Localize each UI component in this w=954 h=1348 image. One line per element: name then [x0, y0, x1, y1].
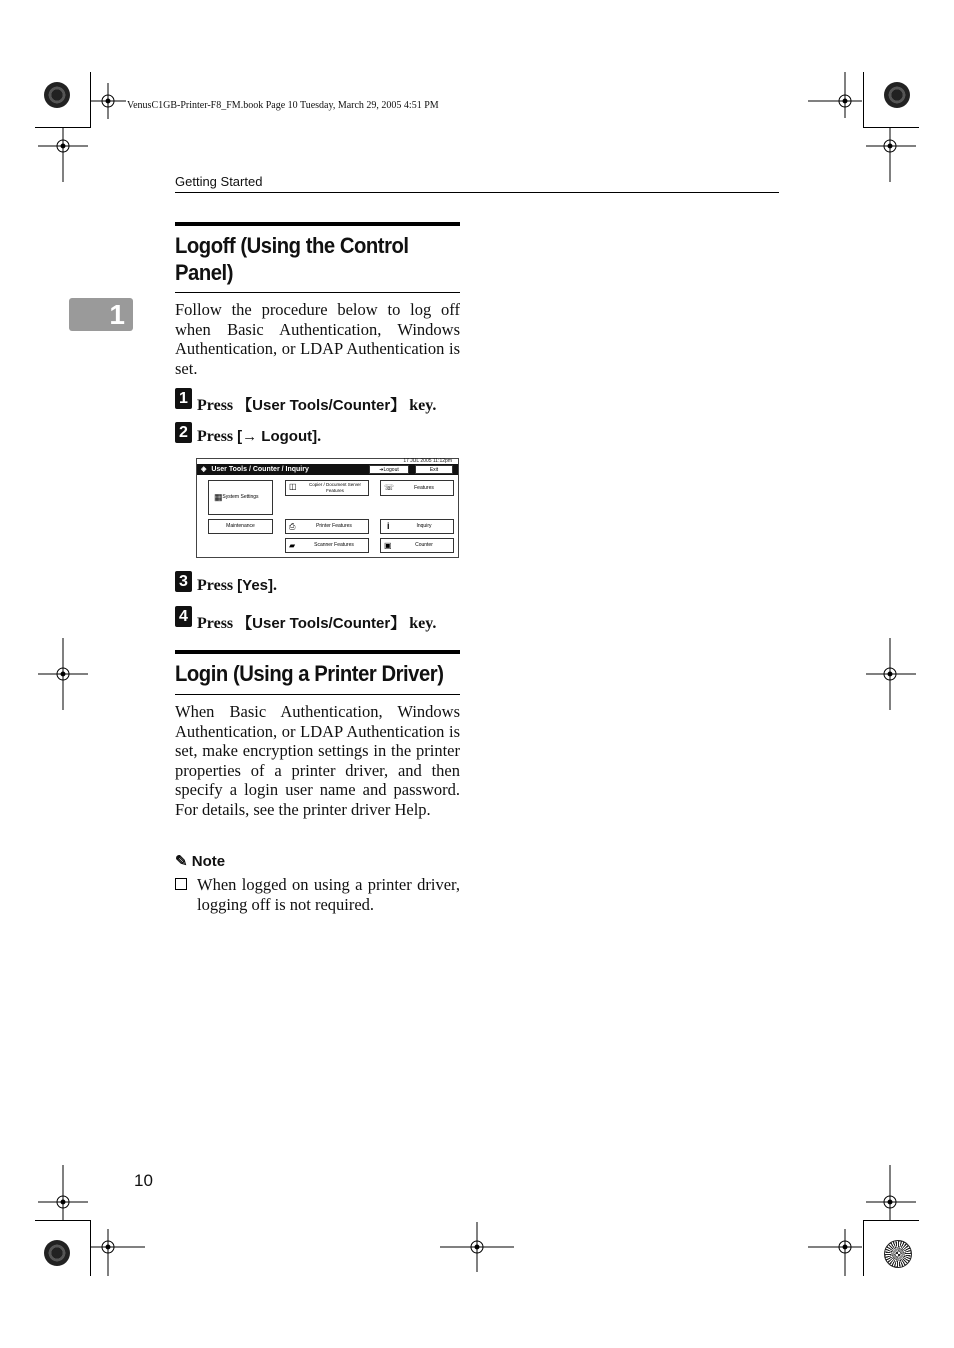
step-number: 1	[175, 388, 192, 409]
crosshair-icon	[90, 83, 126, 119]
chapter-tab: 1	[69, 298, 133, 331]
crosshair-icon	[38, 1165, 88, 1220]
system-settings-icon: ▦	[214, 492, 223, 502]
step-prefix: Press	[197, 397, 238, 414]
panel-copier-button[interactable]: ◫ Copier / Document Server Features	[285, 480, 369, 496]
panel-maintenance-button[interactable]: Maintenance	[208, 519, 273, 534]
running-head: Getting Started	[175, 174, 263, 189]
step-number: 4	[175, 606, 192, 627]
panel-date: 17 JUL 2005 11:12pm	[403, 458, 452, 464]
panel-counter-button[interactable]: ▣ Counter	[380, 538, 454, 553]
crosshair-icon	[440, 1222, 514, 1272]
section-rule-bottom	[175, 694, 460, 695]
panel-logout-button[interactable]: ➜Logout	[369, 465, 409, 474]
panel-inquiry-button[interactable]: i Inquiry	[380, 519, 454, 534]
step-2-text	[197, 428, 321, 446]
step-prefix: Press	[197, 577, 238, 594]
panel-exit-button[interactable]: Exit	[415, 465, 453, 474]
crosshair-icon	[808, 1229, 862, 1276]
note-heading	[175, 852, 225, 870]
step-3-text	[197, 577, 277, 595]
step-suffix: key.	[405, 397, 437, 414]
panel-fax-button[interactable]: ☏ Features	[380, 480, 454, 496]
section-rule-top	[175, 222, 460, 226]
user-tools-counter-key: 【User Tools/Counter】	[237, 615, 406, 632]
panel-logo-icon: ◈	[201, 466, 207, 473]
checkbox-bullet-icon	[175, 878, 187, 890]
crosshair-icon	[866, 638, 916, 710]
crosshair-icon	[808, 72, 862, 118]
step-suffix: key.	[405, 615, 437, 632]
logout-key: [→ Logout]	[237, 428, 318, 445]
print-file-info: VenusC1GB-Printer-F8_FM.book Page 10 Tuesday, March 29, 2005 4:51 PM	[127, 100, 439, 111]
step-suffix: .	[317, 428, 322, 445]
panel-scanner-button[interactable]: ▰ Scanner Features	[285, 538, 369, 553]
step-number: 3	[175, 571, 192, 592]
section-title-login: Login (Using a Printer Driver)	[175, 661, 444, 686]
crosshair-icon	[90, 1229, 145, 1276]
section-title-logoff: Logoff (Using the Control Panel)	[175, 233, 409, 285]
header-rule	[175, 192, 779, 193]
user-tools-counter-key: 【User Tools/Counter】	[237, 397, 406, 414]
scanner-icon: ▰	[289, 541, 296, 550]
printer-icon: ⎙	[289, 522, 296, 531]
step-suffix: .	[273, 577, 277, 594]
note-title: Note	[191, 853, 226, 870]
copier-icon: ◫	[289, 482, 297, 491]
step-prefix: Press	[197, 615, 238, 632]
yes-key: [Yes]	[237, 577, 273, 594]
control-panel-screenshot	[196, 458, 459, 558]
section-rule-bottom	[175, 292, 460, 293]
note-item: When logged on using a printer driver, logging off is not required.	[197, 875, 460, 914]
logoff-intro: Follow the procedure below to log off when Basic Authentication, Windows Authentication, or LDAP Authentication is set.	[175, 300, 460, 378]
crosshair-icon	[866, 128, 916, 182]
section-rule-top	[175, 650, 460, 654]
panel-system-settings-button[interactable]: ▦ System Settings	[208, 480, 273, 515]
fax-icon: ☏	[384, 483, 395, 492]
login-intro: When Basic Authentication, Windows Authentication, or LDAP Authentication is set, make encryption settings in the printer properties of a printer driver, and then specify a login user name and password. For details, see the printer driver Help.	[175, 702, 460, 819]
step-prefix: Press	[197, 428, 238, 445]
page-number: 10	[134, 1171, 153, 1190]
step-number: 2	[175, 422, 192, 443]
crosshair-icon	[866, 1165, 916, 1220]
info-icon: i	[387, 521, 390, 531]
panel-title: User Tools / Counter / Inquiry	[211, 466, 309, 473]
crosshair-icon	[38, 128, 88, 182]
step-1-text	[197, 394, 436, 415]
crosshair-icon	[38, 638, 88, 710]
step-4-text	[197, 612, 436, 633]
panel-printer-button[interactable]: ⎙ Printer Features	[285, 519, 369, 534]
pencil-icon: ✎	[175, 853, 188, 870]
counter-icon: ▣	[384, 541, 392, 550]
